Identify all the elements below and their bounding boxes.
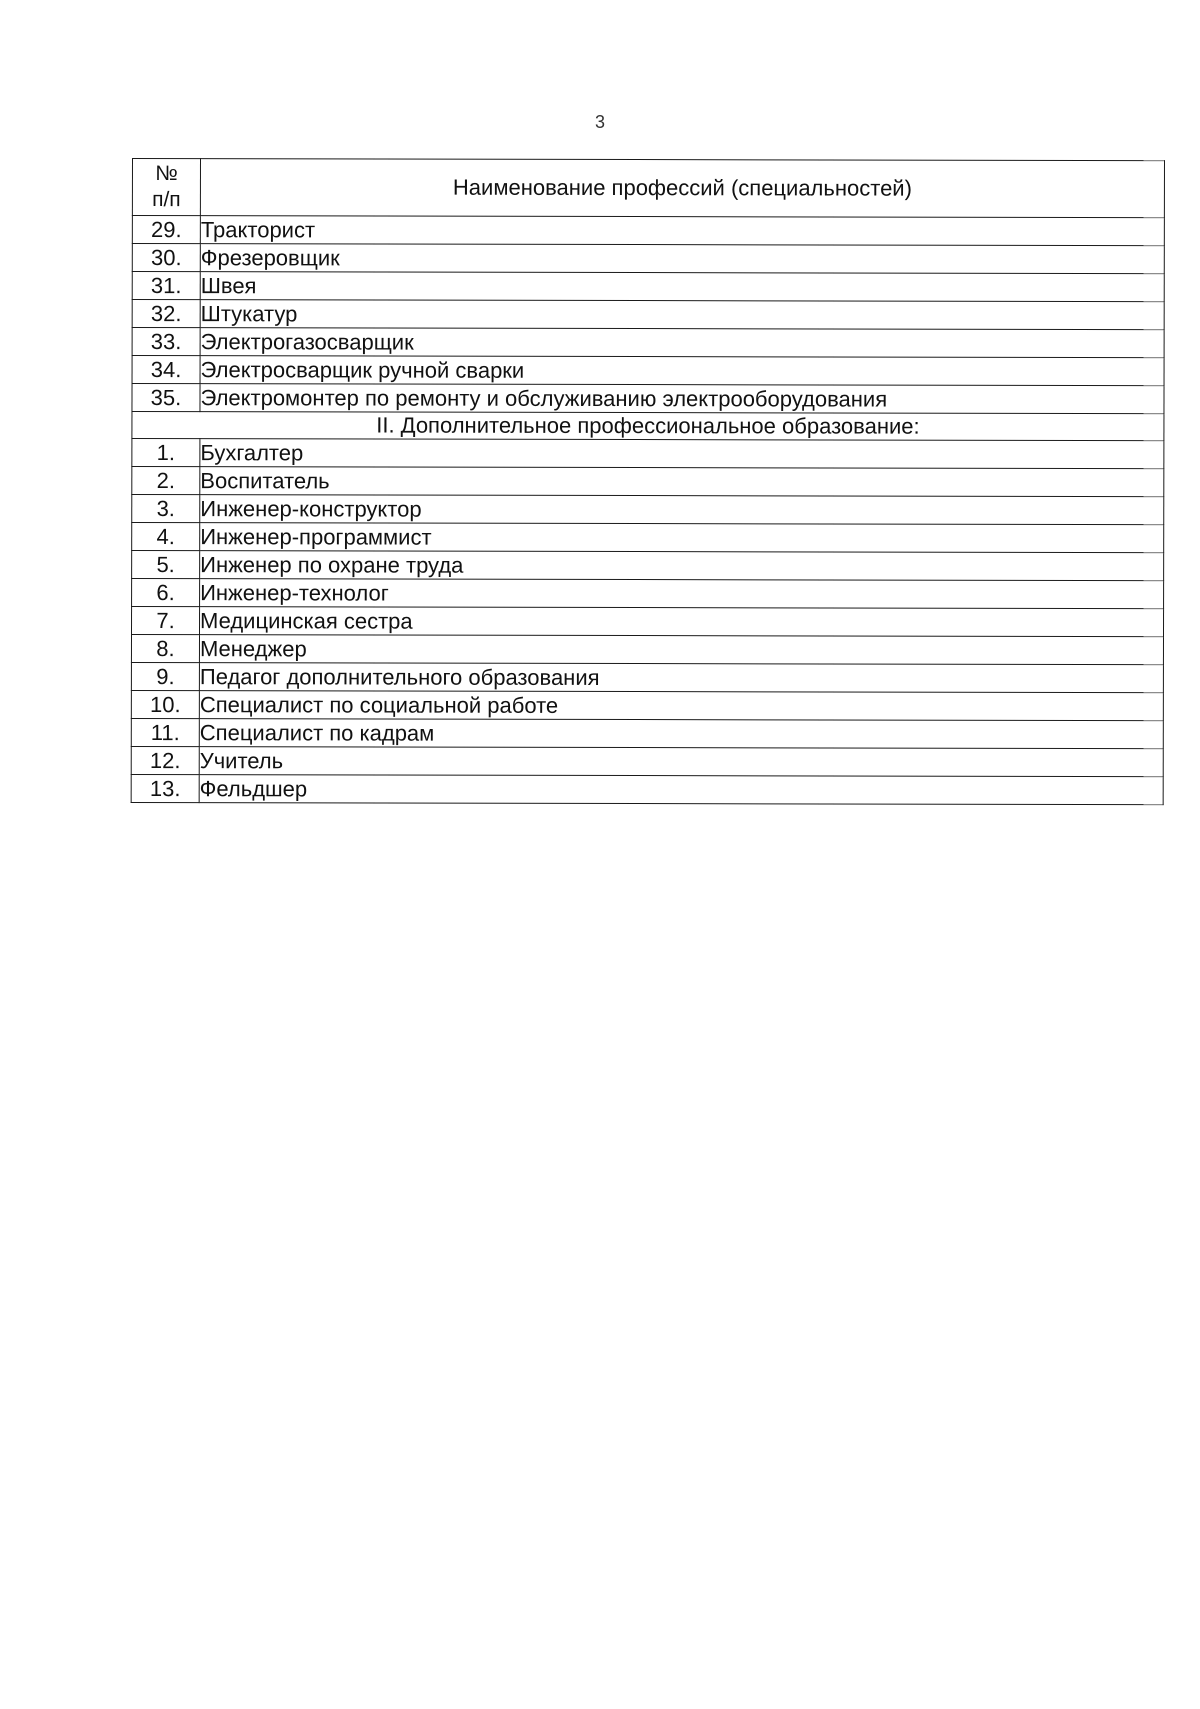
row-number: 35. xyxy=(132,384,200,412)
row-number: 4. xyxy=(132,523,200,551)
row-number: 5. xyxy=(132,551,200,579)
table-row xyxy=(132,579,1164,609)
row-number: 33. xyxy=(132,328,200,356)
table-row xyxy=(132,523,1164,553)
row-number: 29. xyxy=(132,216,200,244)
table-row xyxy=(132,244,1164,274)
row-number: 2. xyxy=(132,467,200,495)
row-number: 34. xyxy=(132,356,200,384)
row-number: 31. xyxy=(132,272,200,300)
row-profession: Инженер-конструктор xyxy=(200,495,1164,525)
row-number: 6. xyxy=(132,579,200,607)
table-row xyxy=(132,384,1164,414)
table-row xyxy=(132,300,1164,330)
table-row xyxy=(131,690,1163,720)
page-number: 3 xyxy=(594,112,605,132)
row-profession: Штукатур xyxy=(200,300,1164,330)
table-row xyxy=(131,662,1163,692)
row-profession: Бухгалтер xyxy=(200,439,1164,469)
row-profession: Фрезеровщик xyxy=(200,244,1164,274)
table-row xyxy=(131,718,1163,748)
table-row xyxy=(132,551,1164,581)
row-profession: Электромонтер по ремонту и обслуживанию электрооборудования xyxy=(200,384,1164,414)
row-profession: Педагог дополнительного образования xyxy=(199,663,1163,693)
row-number: 8. xyxy=(131,635,199,663)
table-row xyxy=(132,272,1164,302)
table-row xyxy=(132,495,1164,525)
row-profession: Менеджер xyxy=(199,635,1163,665)
table-row xyxy=(132,467,1164,497)
row-profession: Инженер по охране труда xyxy=(200,551,1164,581)
header-name-cell: Наименование профессий (специальностей) xyxy=(200,159,1164,218)
table-row xyxy=(132,328,1164,358)
row-number: 13. xyxy=(131,774,199,802)
row-profession: Специалист по социальной работе xyxy=(199,691,1163,721)
row-number: 32. xyxy=(132,300,200,328)
row-profession: Швея xyxy=(200,272,1164,302)
row-profession: Инженер-программист xyxy=(200,523,1164,553)
row-profession: Тракторист xyxy=(200,216,1164,246)
row-profession: Специалист по кадрам xyxy=(199,719,1163,749)
professions-table xyxy=(131,158,1165,805)
table-row xyxy=(132,216,1164,246)
row-number: 1. xyxy=(132,439,200,467)
row-profession: Воспитатель xyxy=(200,467,1164,497)
table-row xyxy=(131,774,1163,804)
row-number: 12. xyxy=(131,746,199,774)
table-body-part1 xyxy=(131,216,1164,805)
row-profession: Учитель xyxy=(199,747,1163,777)
table-row xyxy=(131,635,1163,665)
table-header xyxy=(132,159,1164,218)
row-profession: Фельдшер xyxy=(199,775,1163,805)
row-number: 11. xyxy=(131,718,199,746)
header-number-cell xyxy=(132,159,200,216)
row-profession: Электрогазосварщик xyxy=(200,328,1164,358)
header-number-abbr: п/п xyxy=(152,188,181,212)
row-profession: Медицинская сестра xyxy=(200,607,1164,637)
row-number: 3. xyxy=(132,495,200,523)
table-row xyxy=(132,439,1164,469)
header-number-symbol: № xyxy=(155,162,178,186)
table-row xyxy=(131,746,1163,776)
row-number: 10. xyxy=(131,690,199,718)
row-number: 30. xyxy=(132,244,200,272)
section-row xyxy=(132,412,1164,441)
table-row xyxy=(132,356,1164,386)
row-number: 7. xyxy=(132,607,200,635)
row-profession: Инженер-технолог xyxy=(200,579,1164,609)
table-row xyxy=(132,607,1164,637)
section-title: II. Дополнительное профессиональное образование: xyxy=(132,412,1164,441)
row-profession: Электросварщик ручной сварки xyxy=(200,356,1164,386)
row-number: 9. xyxy=(131,662,199,690)
